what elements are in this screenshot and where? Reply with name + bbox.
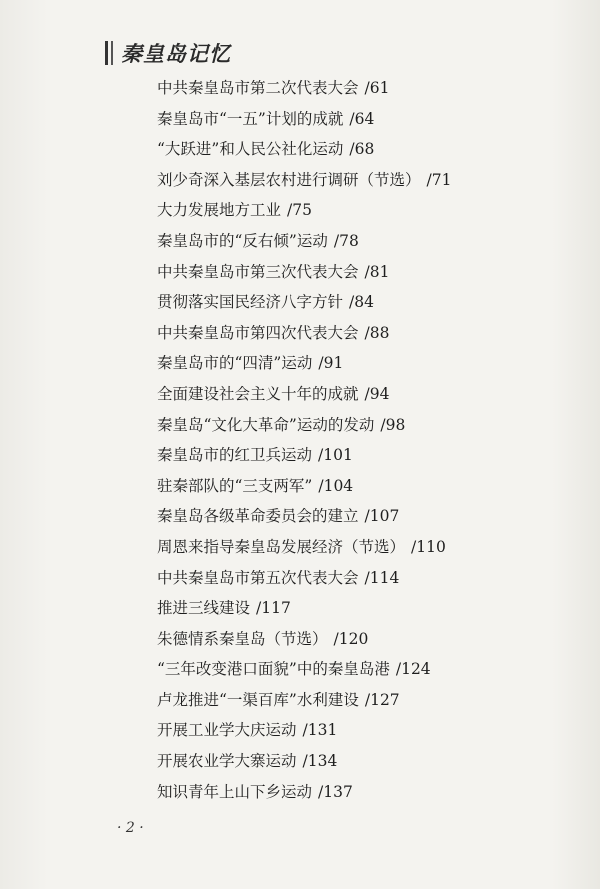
toc-entry bbox=[157, 134, 577, 165]
toc-entry bbox=[157, 226, 577, 257]
toc-entry-page: /64 bbox=[349, 109, 375, 128]
toc-entry bbox=[157, 410, 577, 441]
toc-entry-title: “大跃进”和人民公社化运动 bbox=[157, 140, 344, 159]
toc-entry-page: /98 bbox=[380, 415, 406, 434]
toc-entry bbox=[157, 287, 577, 318]
toc-entry bbox=[157, 715, 577, 746]
toc-entry bbox=[157, 563, 577, 594]
toc-entry-page: /110 bbox=[411, 537, 446, 556]
toc-entry-page: /75 bbox=[287, 201, 312, 220]
toc-entry-title: 秦皇岛市的红卫兵运动 bbox=[157, 446, 313, 465]
toc-entry-title: 卢龙推进“一渠百库”水利建设 bbox=[157, 690, 359, 709]
toc-entry-page: /68 bbox=[349, 140, 375, 159]
toc-entry-page: /78 bbox=[333, 231, 359, 250]
page-number: · 2 · bbox=[117, 820, 144, 836]
toc-entry bbox=[157, 195, 577, 226]
toc-entry-page: /107 bbox=[364, 507, 400, 526]
toc-entry-page: /134 bbox=[302, 752, 338, 771]
toc-entry bbox=[157, 440, 577, 471]
toc-entry bbox=[157, 746, 577, 777]
toc-entry bbox=[157, 654, 577, 685]
toc-entry bbox=[157, 318, 577, 349]
toc-entry bbox=[157, 104, 577, 135]
toc-entry-page: /91 bbox=[318, 354, 344, 373]
toc-entry-page: /127 bbox=[364, 690, 400, 709]
toc-entry-title: “三年改变港口面貌”中的秦皇岛港 bbox=[157, 660, 390, 679]
toc-entry-page: /120 bbox=[333, 629, 369, 648]
book-title: 秦皇岛记忆 bbox=[121, 41, 231, 66]
toc-entry-page: /114 bbox=[364, 568, 400, 587]
toc-entry bbox=[157, 777, 577, 808]
toc-entry bbox=[157, 257, 577, 288]
toc-entry-title: 大力发展地方工业 bbox=[157, 201, 282, 220]
toc-entry-page: /71 bbox=[426, 170, 452, 189]
toc-entry-title: 秦皇岛“文化大革命”运动的发动 bbox=[157, 415, 375, 434]
toc-entry-page: /101 bbox=[318, 446, 353, 465]
toc-entry-page: /61 bbox=[364, 79, 390, 97]
toc-entry-title: 中共秦皇岛市第四次代表大会 bbox=[157, 323, 359, 342]
toc-entry bbox=[157, 624, 577, 655]
toc-entry-title: 秦皇岛市的“四清”运动 bbox=[157, 354, 313, 373]
toc-entry bbox=[157, 685, 577, 716]
toc-entry-page: /84 bbox=[349, 293, 374, 312]
toc-entry-title: 秦皇岛市的“反右倾”运动 bbox=[157, 231, 328, 250]
toc-entry-title: 刘少奇深入基层农村进行调研（节选） bbox=[157, 170, 421, 189]
toc-entry-title: 全面建设社会主义十年的成就 bbox=[157, 384, 359, 403]
toc-entry bbox=[157, 379, 577, 410]
toc-entry bbox=[157, 532, 577, 563]
toc-entry bbox=[157, 593, 577, 624]
toc-entry-title: 推进三线建设 bbox=[157, 599, 251, 618]
toc-entry-page: /124 bbox=[395, 660, 431, 679]
toc-entry bbox=[157, 73, 577, 104]
running-header bbox=[105, 38, 231, 68]
toc-entry-title: 中共秦皇岛市第三次代表大会 bbox=[157, 262, 359, 281]
toc-entry bbox=[157, 348, 577, 379]
toc-entry-page: /137 bbox=[318, 782, 353, 801]
toc-entry-page: /94 bbox=[364, 384, 390, 403]
toc-entry-title: 开展农业学大寨运动 bbox=[157, 752, 297, 771]
toc-entry-title: 中共秦皇岛市第二次代表大会 bbox=[157, 79, 359, 97]
toc-entry-page: /81 bbox=[364, 262, 390, 281]
toc-entry bbox=[157, 165, 577, 196]
toc-entry-title: 驻秦部队的“三支两军” bbox=[157, 476, 313, 495]
toc-entry-page: /117 bbox=[256, 599, 291, 618]
toc-entry-title: 贯彻落实国民经济八字方针 bbox=[157, 293, 344, 312]
toc-entry-title: 开展工业学大庆运动 bbox=[157, 721, 297, 740]
table-of-contents bbox=[157, 73, 577, 807]
toc-entry bbox=[157, 471, 577, 502]
toc-entry-page: /104 bbox=[318, 476, 354, 495]
toc-entry-title: 朱德情系秦皇岛（节选） bbox=[157, 629, 328, 648]
toc-entry-title: 知识青年上山下乡运动 bbox=[157, 782, 313, 801]
toc-entry bbox=[157, 501, 577, 532]
toc-entry-title: 秦皇岛市“一五”计划的成就 bbox=[157, 109, 344, 128]
toc-entry-title: 中共秦皇岛市第五次代表大会 bbox=[157, 568, 359, 587]
toc-entry-title: 周恩来指导秦皇岛发展经济（节选） bbox=[157, 537, 406, 556]
toc-entry-title: 秦皇岛各级革命委员会的建立 bbox=[157, 507, 359, 526]
toc-entry-page: /131 bbox=[302, 721, 338, 740]
toc-entry-page: /88 bbox=[364, 323, 390, 342]
header-bar-ornament bbox=[105, 41, 113, 65]
